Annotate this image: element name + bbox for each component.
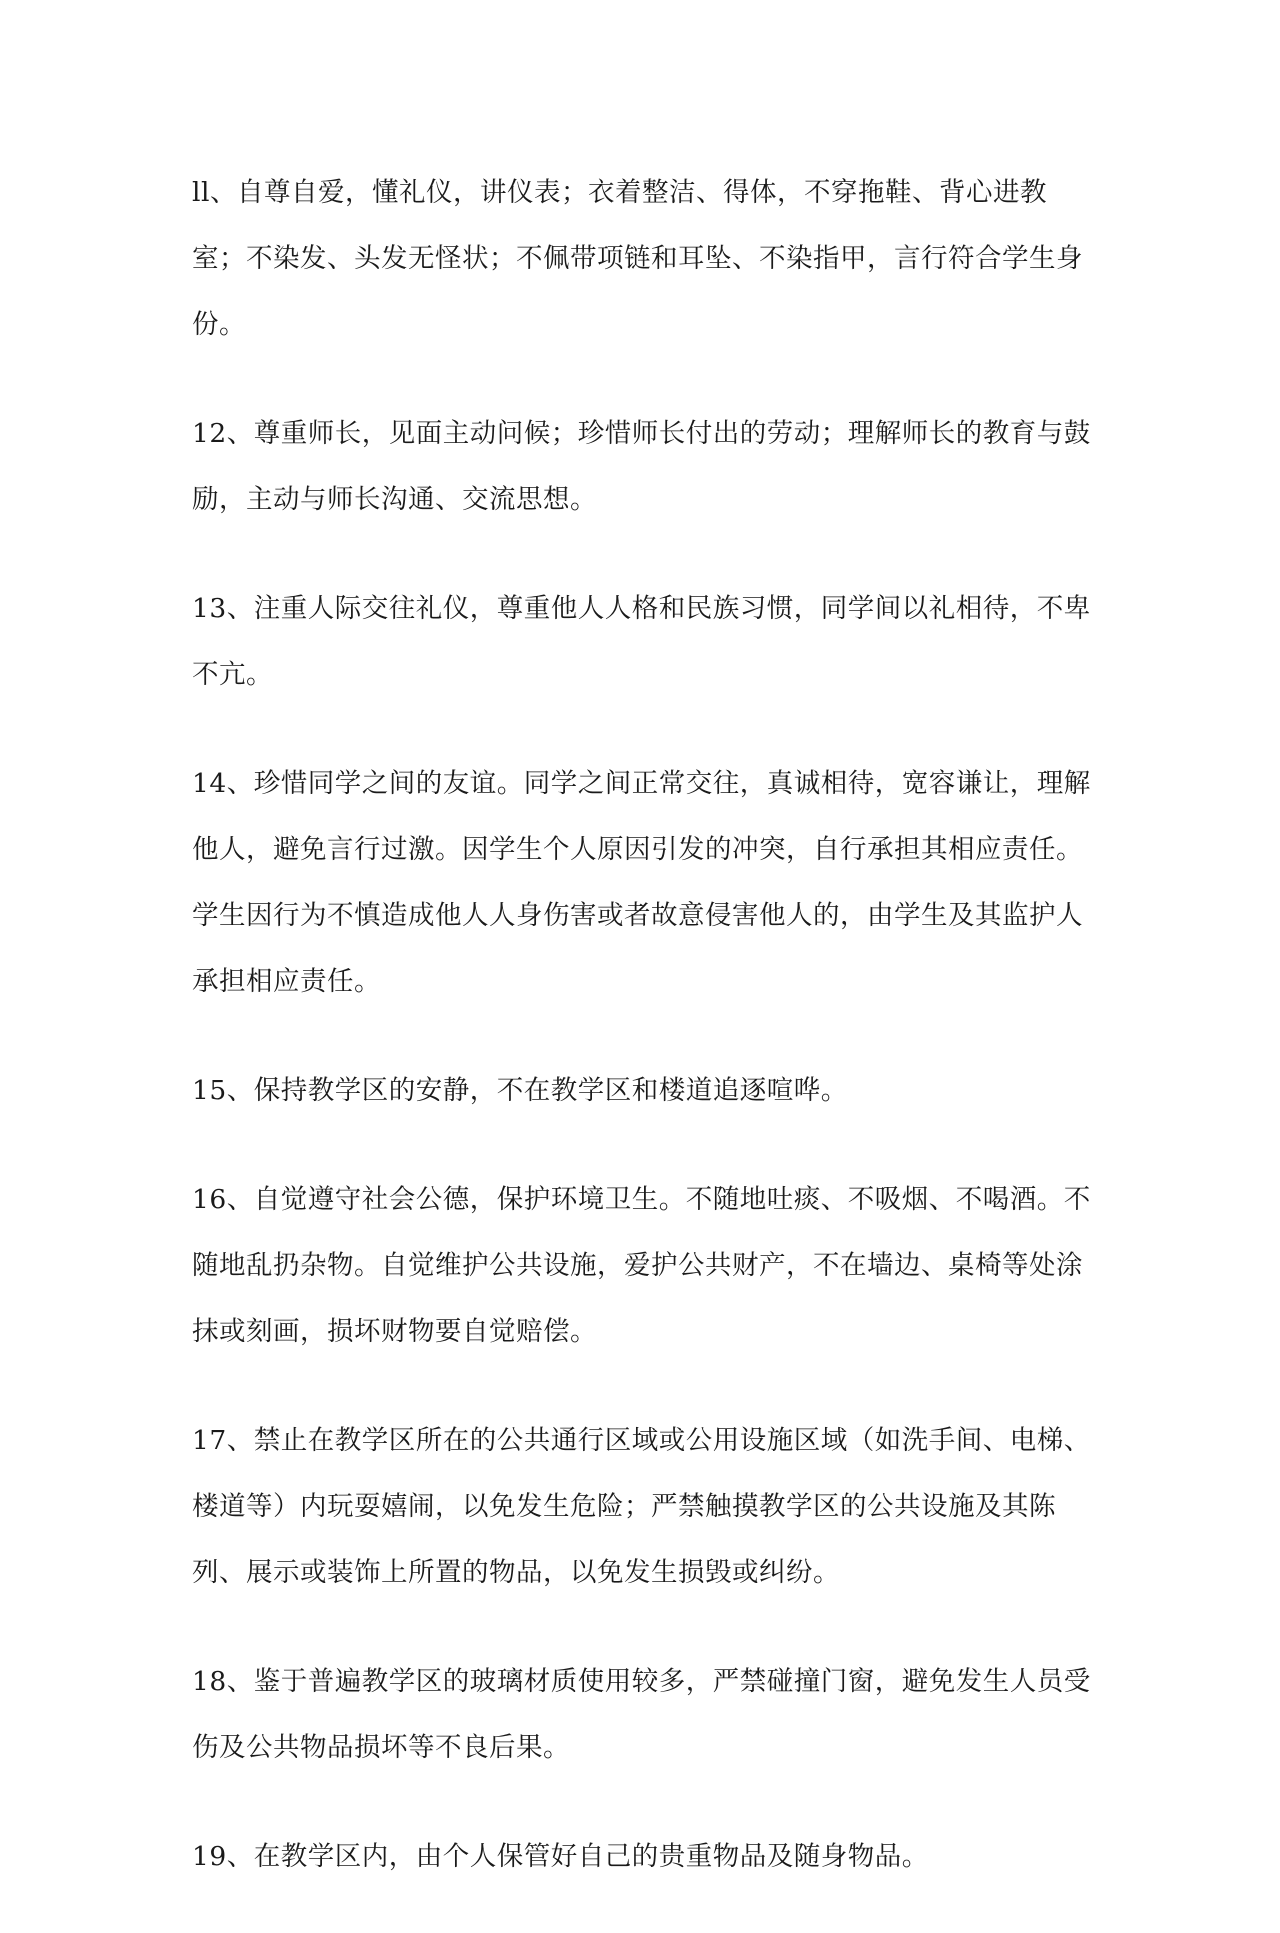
rule-item-15: 15、保持教学区的安静，不在教学区和楼道追逐喧哗。 <box>192 1075 848 1106</box>
rule-item-14: 14、珍惜同学之间的友谊。同学之间正常交往，真诚相待，宽容谦让，理解他人，避免言行过激。因学生个人原因引发的冲突，自行承担其相应责任。学生因行为不慎造成他人人身伤害或者故意侵害他人的，由学生及其监护人承担相应责任。 <box>192 768 1091 997</box>
rules-list <box>192 160 1097 1933</box>
rule-item-17: 17、禁止在教学区所在的公共通行区域或公用设施区域（如洗手间、电梯、楼道等）内玩耍嬉闹，以免发生危险；严禁触摸教学区的公共设施及其陈列、展示或装饰上所置的物品，以免发生损毁或纠纷。 <box>192 1425 1091 1588</box>
rule-item-18: 18、鉴于普遍教学区的玻璃材质使用较多，严禁碰撞门窗，避免发生人员受伤及公共物品损坏等不良后果。 <box>192 1666 1091 1763</box>
rule-item-13: 13、注重人际交往礼仪，尊重他人人格和民族习惯，同学间以礼相待，不卑不亢。 <box>192 593 1091 690</box>
rule-item-19: 19、在教学区内，由个人保管好自己的贵重物品及随身物品。 <box>192 1841 929 1872</box>
rule-item-12: 12、尊重师长，见面主动问候；珍惜师长付出的劳动；理解师长的教育与鼓励，主动与师长沟通、交流思想。 <box>192 418 1091 515</box>
rule-item-11: ll、自尊自爱，懂礼仪，讲仪表；衣着整洁、得体，不穿拖鞋、背心进教室；不染发、头发无怪状；不佩带项链和耳坠、不染指甲，言行符合学生身份。 <box>192 177 1083 340</box>
rule-item-16: 16、自觉遵守社会公德，保护环境卫生。不随地吐痰、不吸烟、不喝酒。不随地乱扔杂物。自觉维护公共设施，爱护公共财产，不在墙边、桌椅等处涂抹或刻画，损坏财物要自觉赔偿。 <box>192 1184 1091 1347</box>
